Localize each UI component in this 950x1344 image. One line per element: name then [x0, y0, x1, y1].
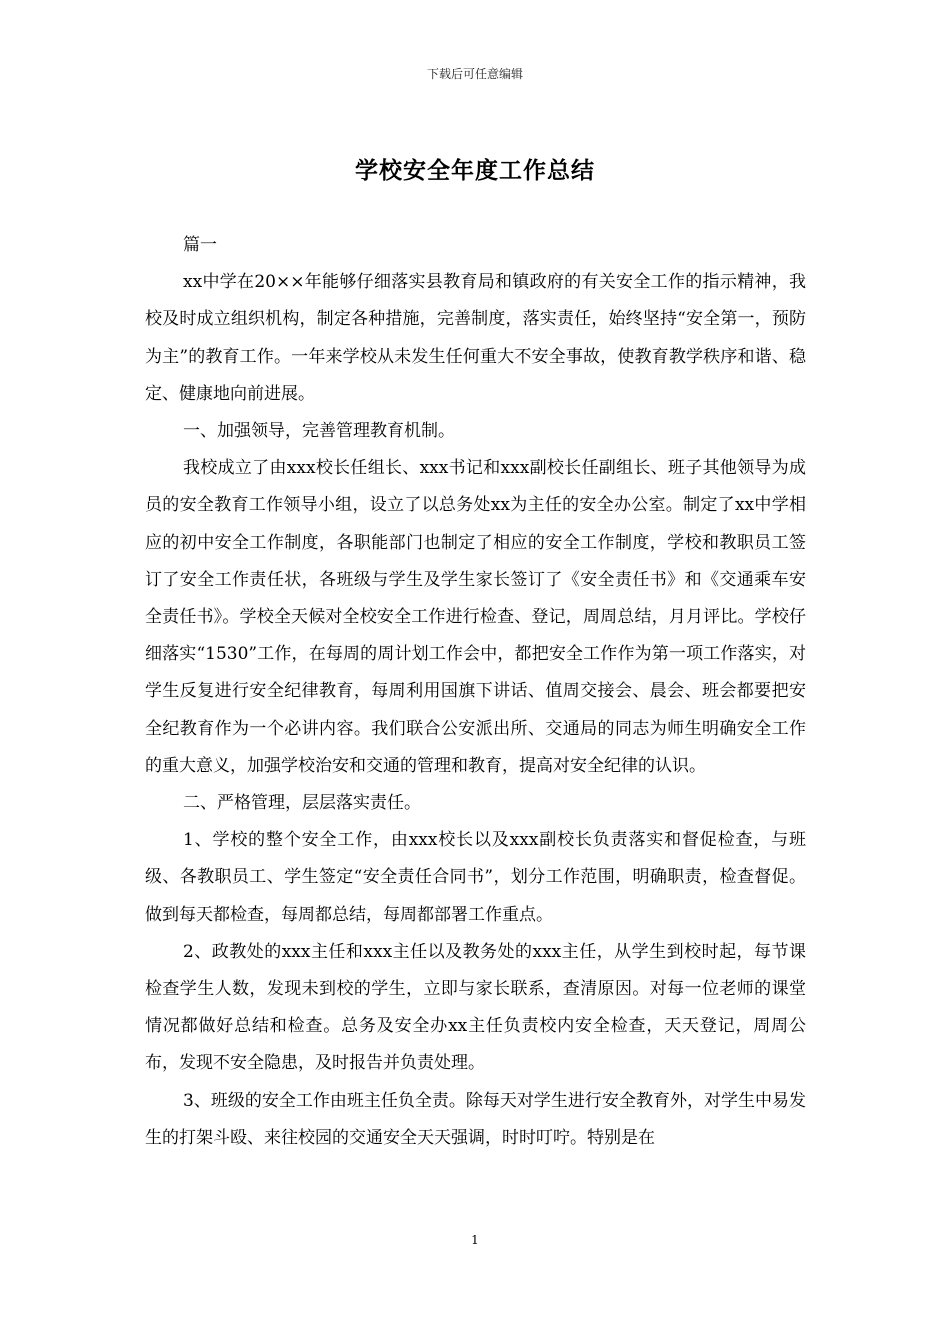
paragraph: 3、班级的安全工作由班主任负全责。除每天对学生进行安全教育外，对学生中易发生的打架斗殴、来往校园的交通安全天天强调，时时叮咛。特别是在	[145, 1090, 806, 1148]
section-heading: 二、严格管理，层层落实责任。	[183, 793, 421, 814]
document-body	[145, 227, 806, 1157]
document-title: 学校安全年度工作总结	[355, 157, 595, 184]
paragraph: xx中学在20××年能够仔细落实县教育局和镇政府的有关安全工作的指示精神，我校及时成立组织机构，制定各种措施，完善制度，落实责任，始终坚持“安全第一，预防为主”的教育工作。一年来学校从未发生任何重大不安全事故，使教育教学秩序和谐、稳定、健康地向前进展。	[145, 272, 806, 404]
paragraph: 我校成立了由xxx校长任组长、xxx书记和xxx副校长任副组长、班子其他领导为成员的安全教育工作领导小组，设立了以总务处xx为主任的安全办公室。制定了xx中学相应的初中安全工作制度，各职能部门也制定了相应的安全工作制度，学校和教职员工签订了安全工作责任状，各班级与学生及学生家长签订了《安全责任书》和《交通乘车安全责任书》。学校全天候对全校安全工作进行检查、登记，周周总结，月月评比。学校仔细落实“1530”工作，在每周的周计划工作会中，都把安全工作作为第一项工作落实，对学生反复进行安全纪律教育，每周利用国旗下讲话、值周交接会、晨会、班会都要把安全纪教育作为一个必讲内容。我们联合公安派出所、交通局的同志为师生明确安全工作的重大意义，加强学校治安和交通的管理和教育，提高对安全纪律的认识。	[145, 458, 806, 776]
paragraph: 1、学校的整个安全工作，由xxx校长以及xxx副校长负责落实和督促检查，与班级、各教职员工、学生签定“安全责任合同书”，划分工作范围，明确职责，检查督促。做到每天都检查，每周都总结，每周都部署工作重点。	[145, 830, 806, 925]
header-note: 下载后可任意编辑	[426, 67, 523, 81]
paragraph: 2、政教处的xxx主任和xxx主任以及教务处的xxx主任，从学生到校时起，每节课检查学生人数，发现未到校的学生，立即与家长联系，查清原因。对每一位老师的课堂情况都做好总结和检查。总务及安全办xx主任负责校内安全检查，天天登记，周周公布，发现不安全隐患，及时报告并负责处理。	[145, 941, 806, 1074]
page-number: 1	[471, 1233, 479, 1247]
section-label: 篇一	[183, 235, 217, 255]
section-heading: 一、加强领导，完善管理教育机制。	[183, 421, 455, 442]
